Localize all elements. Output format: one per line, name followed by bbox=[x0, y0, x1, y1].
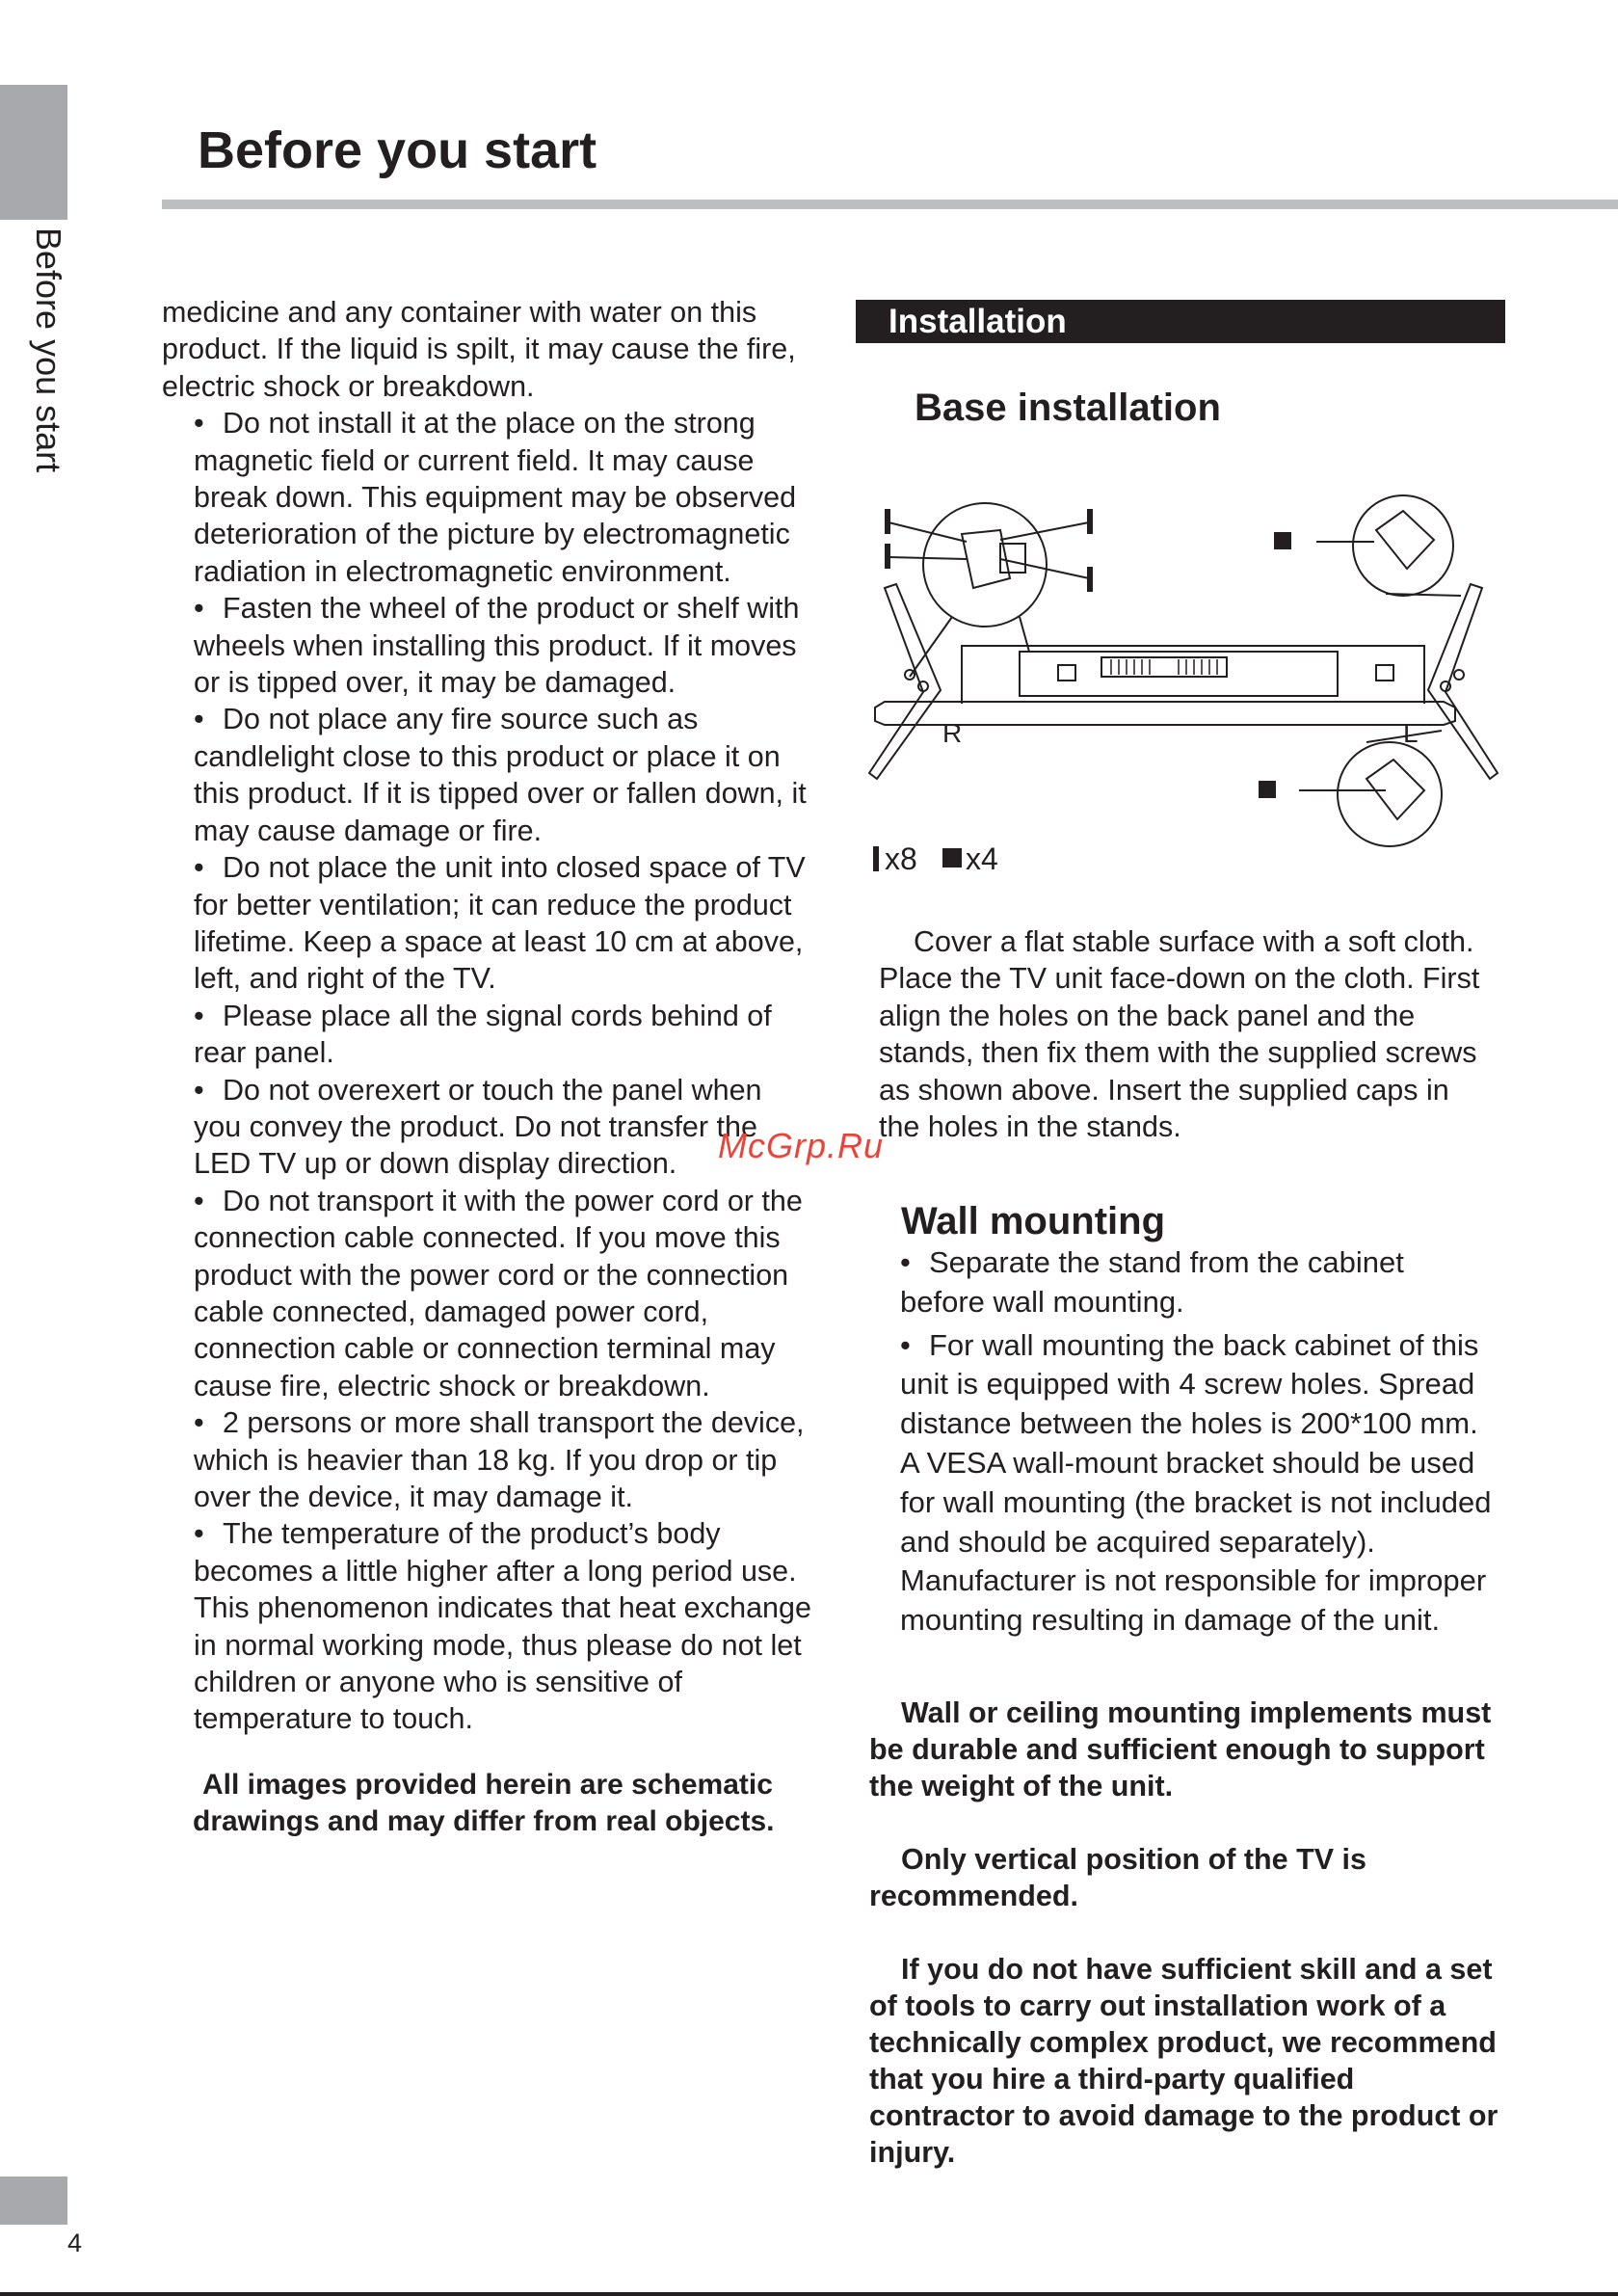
bullet-icon: • bbox=[194, 1073, 204, 1107]
side-tab-marker bbox=[0, 85, 67, 220]
page-title: Before you start bbox=[198, 121, 597, 179]
cap-icon bbox=[1259, 781, 1276, 798]
screw-icons bbox=[873, 509, 1291, 871]
base-installation-body: Cover a flat stable surface with a soft cloth. Place the TV unit face-down on the cloth. First align the holes on the back panel and the stands, then fix them with the supplied screws as shown above. Insert the supplied caps in the holes in the stands. bbox=[879, 925, 1480, 1144]
base-installation-diagram bbox=[865, 472, 1521, 877]
tv-back-panel bbox=[875, 702, 1455, 725]
warning-paragraph bbox=[869, 1951, 1500, 2171]
screw-icon bbox=[885, 509, 890, 534]
mounting-warnings bbox=[869, 1695, 1500, 2207]
warning-paragraph bbox=[869, 1695, 1500, 1804]
watermark: McGrp.Ru bbox=[718, 1126, 885, 1165]
stand-left bbox=[1428, 584, 1498, 779]
base-installation-text bbox=[879, 923, 1496, 1145]
stand-right bbox=[869, 584, 941, 779]
wall-mounting-section bbox=[869, 1243, 1496, 1641]
safety-bullet bbox=[162, 998, 817, 1072]
bullet-icon: • bbox=[194, 851, 204, 885]
safety-bullet bbox=[162, 701, 817, 849]
safety-bullet bbox=[162, 1515, 817, 1737]
cap-icon bbox=[1274, 532, 1291, 549]
page-number-tab bbox=[0, 2176, 67, 2225]
bullet-icon: • bbox=[194, 407, 204, 441]
wall-bullet bbox=[869, 1243, 1496, 1322]
schematic-note: All images provided herein are schematic drawings and may differ from real objects. bbox=[193, 1768, 775, 1837]
safety-bullet-text: Do not overexert or touch the panel when you convey the product. Do not transfer the LED TV up or down display direction. bbox=[194, 1073, 762, 1181]
safety-bullet-text: 2 persons or more shall transport the device, which is heavier than 18 kg. If you drop or tip over the device, it may damage it. bbox=[194, 1406, 805, 1513]
warning-text: If you do not have sufficient skill and a set of tools to carry out installation work of a technically complex product, we recommend that you hire a third-party qualified contractor to avoid damage to the product or injury. bbox=[869, 1953, 1499, 2169]
tv-port bbox=[1058, 665, 1075, 681]
screw-icon bbox=[1087, 509, 1093, 534]
side-section-label: Before you start bbox=[29, 227, 68, 473]
safety-bullet bbox=[162, 849, 817, 998]
wall-bullet-text: Separate the stand from the cabinet before wall mounting. bbox=[900, 1245, 1404, 1319]
safety-column bbox=[162, 294, 817, 1840]
safety-bullet-text: Do not place any fire source such as candlelight close to this product or place it on this product. If it is tipped over or fallen down, it may cause damage or fire. bbox=[194, 703, 807, 847]
cap-count-label: x4 bbox=[966, 841, 998, 876]
stand-label-left: L bbox=[1403, 718, 1419, 748]
base-installation-heading: Base installation bbox=[915, 387, 1221, 429]
tv-vent-lines bbox=[1111, 659, 1217, 675]
wall-bullet bbox=[869, 1326, 1496, 1641]
safety-bullet-text: Please place all the signal cords behind of rear panel. bbox=[194, 999, 772, 1070]
safety-bullet-text: Do not place the unit into closed space of TV for better ventilation; it can reduce the product lifetime. Keep a space at least 10 cm at above, left, and right of the TV. bbox=[194, 851, 806, 996]
bullet-icon: • bbox=[194, 1184, 204, 1217]
bullet-icon: • bbox=[900, 1327, 911, 1362]
bullet-icon: • bbox=[194, 1406, 204, 1440]
intro-paragraph: medicine and any container with water on this product. If the liquid is spilt, it may cause the fire, electric shock or breakdown. bbox=[162, 296, 796, 403]
screw-icon bbox=[1087, 567, 1093, 592]
zoom-detail-cap-right bbox=[1338, 742, 1442, 846]
wall-mounting-heading: Wall mounting bbox=[901, 1200, 1166, 1242]
bullet-icon: • bbox=[194, 592, 204, 626]
screw-legend-icon bbox=[873, 846, 879, 871]
bullet-icon: • bbox=[194, 1517, 204, 1551]
bullet-icon: • bbox=[900, 1245, 911, 1279]
wall-bullet-text: For wall mounting the back cabinet of this unit is equipped with 4 screw holes. Spread distance between the holes is 200*100 mm. A VESA wall-mount bracket should be used for wall mounting (the bracket is not included and should be acquired separately). Manufacturer is not responsible for improper mounting resulting in damage of the unit. bbox=[900, 1327, 1492, 1638]
stand-screw-hole bbox=[1454, 670, 1464, 680]
safety-bullet bbox=[162, 1183, 817, 1404]
bullet-icon: • bbox=[194, 703, 204, 736]
warning-paragraph bbox=[869, 1841, 1500, 1914]
safety-bullet bbox=[162, 1404, 817, 1515]
screw-icon bbox=[885, 544, 890, 569]
warning-text: Only vertical position of the TV is recommended. bbox=[869, 1843, 1366, 1912]
cap-legend-icon bbox=[942, 848, 962, 868]
safety-bullet-text: The temperature of the product’s body becomes a little higher after a long period use. This phenomenon indicates that heat exchange in normal working mode, thus please do not let children or anyone who is sensitive of temperature to touch. bbox=[194, 1517, 811, 1736]
tv-port-strip bbox=[1101, 657, 1227, 677]
safety-bullet bbox=[162, 405, 817, 590]
warning-text: Wall or ceiling mounting implements must be durable and sufficient enough to support the weight of the unit. bbox=[869, 1696, 1492, 1802]
safety-bullet bbox=[162, 590, 817, 701]
safety-bullet-text: Do not transport it with the power cord or the connection cable connected. If you move this product with the power cord or the connection cable connected, damaged power cord, connection cable or connection terminal may cause fire, electric shock or breakdown. bbox=[194, 1184, 803, 1402]
screw-count-label: x8 bbox=[885, 841, 917, 876]
bullet-icon: • bbox=[194, 999, 204, 1032]
page-number: 4 bbox=[67, 2229, 83, 2257]
tv-port bbox=[1376, 665, 1393, 681]
bottom-border bbox=[0, 2292, 1618, 2296]
header-divider bbox=[162, 200, 1618, 209]
safety-bullet-text: Do not install it at the place on the strong magnetic field or current field. It may cause break down. This equipment may be observed deterioration of the picture by electromagnetic radiation in electromagnetic environment. bbox=[194, 407, 797, 588]
installation-section-header: Installation bbox=[856, 300, 1505, 343]
safety-bullet-text: Fasten the wheel of the product or shelf with wheels when installing this product. If it moves or is tipped over, it may be damaged. bbox=[194, 592, 800, 700]
stand-label-right: R bbox=[942, 718, 963, 748]
